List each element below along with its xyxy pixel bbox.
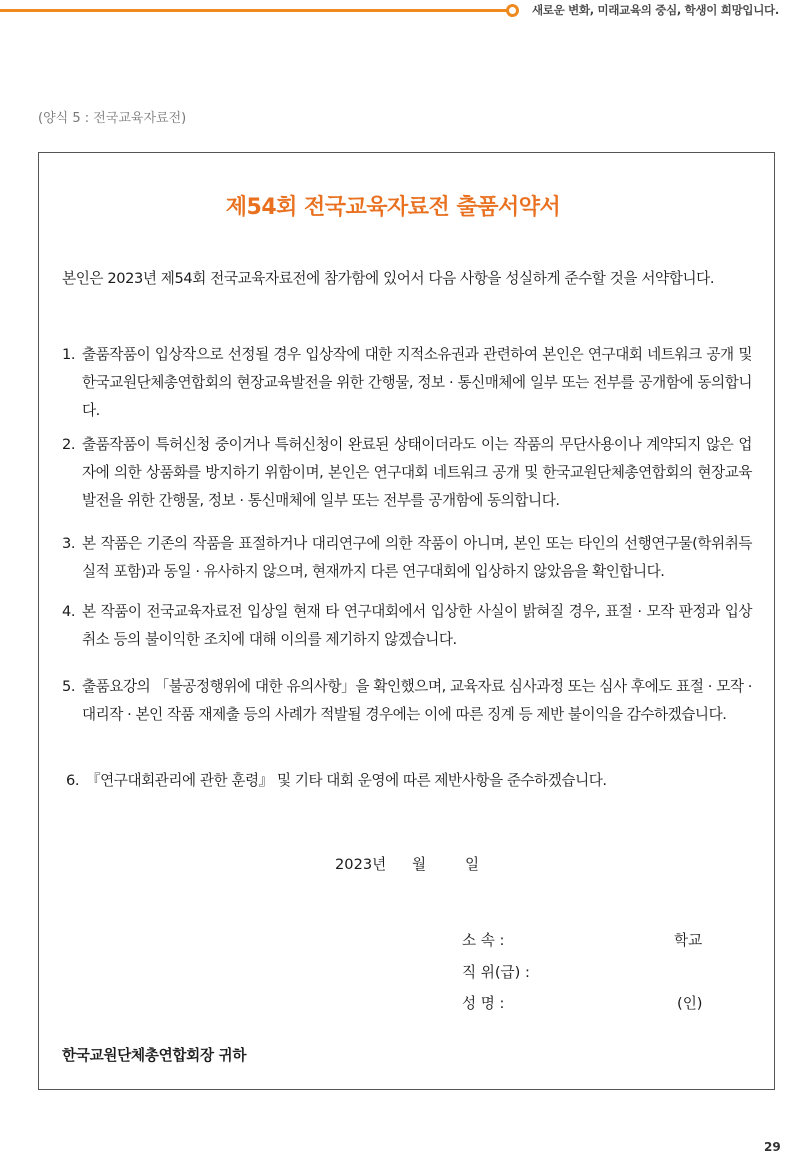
pledge-item-text: 출품작품이 특허신청 중이거나 특허신청이 완료된 상태이더라도 이는 작품의 무단사용이나 계약되지 않은 업자에 의한 상품화를 방지하기 위함이며, 본인은 연구대회 네트워크 공개 및 한국교원단체총연합회의 현장교육발전을 위한 간행물, 정보 · 통신매체에 일부 또는 전부를 공개함에 동의합니다. xyxy=(82,436,752,509)
pledge-item xyxy=(62,431,752,515)
date-year: 2023년 xyxy=(335,856,387,873)
pledge-item-text: 본 작품은 기존의 작품을 표절하거나 대리연구에 의한 작품이 아니며, 본인 또는 타인의 선행연구물(학위취득실적 포함)과 동일 · 유사하지 않으며, 현재까지 다른 연구대회에 입상하지 않았음을 확인합니다. xyxy=(82,535,752,580)
pledge-item-text: 출품요강의 「불공정행위에 대한 유의사항」을 확인했으며, 교육자료 심사과정 또는 심사 후에도 표절 · 모작 · 대리작 · 본인 작품 재제출 등의 사례가 적발될 경우에는 이에 따른 징계 등 제반 불이익을 감수하겠습니다. xyxy=(82,678,752,723)
page-number: 29 xyxy=(764,1140,781,1154)
addressee: 한국교원단체총연합회장 귀하 xyxy=(62,1047,247,1064)
pledge-item-number: 5. xyxy=(62,678,76,695)
pledge-item xyxy=(62,598,752,654)
position-label: 직 위(급) : xyxy=(462,964,530,981)
pledge-item-text: 출품작품이 입상작으로 선정될 경우 입상작에 대한 지적소유권과 관련하여 본인은 연구대회 네트워크 공개 및 한국교원단체총연합회의 현장교육발전을 위한 간행물, 정보 · 통신매체에 일부 또는 전부를 공개함에 동의합니다. xyxy=(82,346,752,419)
date-month: 월 xyxy=(412,856,427,873)
header-circle-icon xyxy=(506,4,519,17)
document-title: 제54회 전국교육자료전 출품서약서 xyxy=(225,195,561,220)
pledge-item-text: 『연구대회관리에 관한 훈령』 및 기타 대회 운영에 따른 제반사항을 준수하겠습니다. xyxy=(86,772,607,789)
pledge-item-number: 2. xyxy=(62,436,76,453)
pledge-item-text: 본 작품이 전국교육자료전 입상일 현재 타 연구대회에서 입상한 사실이 밝혀질 경우, 표절 · 모작 판정과 입상취소 등의 불이익한 조치에 대해 이의를 제기하지 않겠습니다. xyxy=(82,603,752,648)
pledge-item xyxy=(62,530,752,586)
seal-mark: (인) xyxy=(677,995,703,1012)
form-label: (양식 5 : 전국교육자료전) xyxy=(38,111,187,126)
pledge-item xyxy=(62,341,752,425)
name-label: 성 명 : xyxy=(462,995,505,1012)
affiliation-suffix: 학교 xyxy=(674,932,703,949)
header-accent-line xyxy=(0,9,508,12)
pledge-item-number: 6. xyxy=(66,772,80,789)
pledge-item-number: 4. xyxy=(62,603,76,620)
affiliation-label: 소 속 : xyxy=(462,932,505,949)
pledge-item-number: 1. xyxy=(62,346,76,363)
pledge-item-number: 3. xyxy=(62,535,76,552)
pledge-item xyxy=(62,767,752,795)
intro-paragraph: 본인은 2023년 제54회 전국교육자료전에 참가함에 있어서 다음 사항을 성실하게 준수할 것을 서약합니다. xyxy=(62,270,715,287)
header-slogan: 새로운 변화, 미래교육의 중심, 학생이 희망입니다. xyxy=(532,3,779,17)
pledge-item xyxy=(62,673,752,729)
date-day: 일 xyxy=(465,856,480,873)
